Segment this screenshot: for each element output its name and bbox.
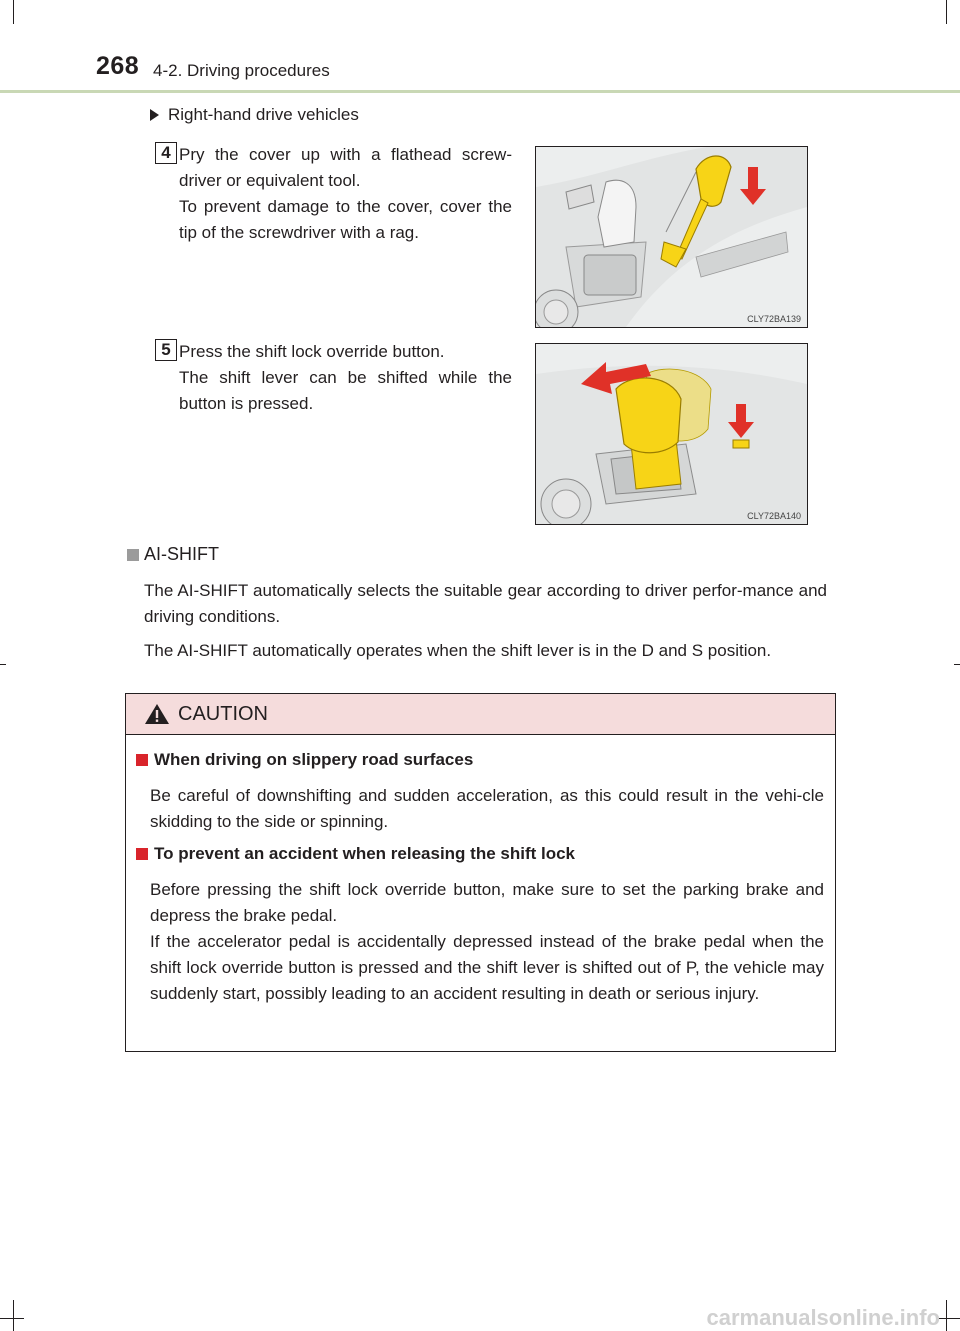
step-line: The shift lever can be shifted while the button is pressed. <box>179 368 512 413</box>
square-bullet-icon <box>136 754 148 766</box>
header-rule <box>0 90 960 93</box>
step-line: Press the shift lock override button. <box>179 342 445 361</box>
crop-mark <box>946 1300 947 1331</box>
watermark: carmanualsonline.info <box>706 1305 940 1330</box>
crop-mark <box>13 0 14 24</box>
crop-mark <box>946 0 947 24</box>
subheading-text: Right-hand drive vehicles <box>168 105 359 124</box>
square-bullet-icon <box>127 549 139 561</box>
section-heading-ai-shift <box>127 544 219 565</box>
triangle-bullet-icon <box>150 109 159 121</box>
image-code: CLY72BA140 <box>747 511 801 521</box>
subheading <box>150 105 359 125</box>
caution-label: CAUTION <box>178 702 268 725</box>
step-text <box>179 339 512 417</box>
caution-item-title: To prevent an accident when releasing the shift lock <box>136 844 575 864</box>
square-bullet-icon <box>136 848 148 860</box>
step-number: 4 <box>155 142 177 164</box>
section-title: 4-2. Driving procedures <box>153 61 330 80</box>
heading-text: AI-SHIFT <box>144 544 219 564</box>
caution-item-title: When driving on slippery road surfaces <box>136 750 473 770</box>
paragraph: The AI-SHIFT automatically selects the suitable gear according to driver perfor-mance and driving conditions. <box>144 581 827 626</box>
image-code: CLY72BA139 <box>747 314 801 324</box>
paragraph: The AI-SHIFT automatically operates when the shift lever is in the D and S position. <box>144 641 772 660</box>
caution-header <box>126 694 835 735</box>
crop-mark <box>954 664 960 665</box>
step-line: Pry the cover up with a flathead screw-driver or equivalent tool. <box>179 145 512 190</box>
step-number: 5 <box>155 339 177 361</box>
caution-paragraph: Before pressing the shift lock override button, make sure to set the parking brake and depress the brake pedal. If the accelerator pedal is accidentally depressed instead of the brake pedal when the shift lock override button is pressed and the shift lever is shifted out of P, the vehicle may suddenly start, possibly leading to an accident resulting in death or serious injury. <box>150 880 824 1003</box>
crop-mark <box>13 1300 14 1331</box>
page-number: 268 <box>96 52 140 80</box>
step-text <box>179 142 512 246</box>
caution-paragraph: Be careful of downshifting and sudden acceleration, as this could result in the vehi-cle skidding to the side or spinning. <box>150 786 824 831</box>
crop-mark <box>0 1318 24 1319</box>
step-line: To prevent damage to the cover, cover the tip of the screwdriver with a rag. <box>179 197 512 242</box>
crop-mark <box>0 664 6 665</box>
illustration-screwdriver <box>535 146 808 328</box>
warning-triangle-icon <box>144 703 170 725</box>
illustration-shift-lever <box>535 343 808 525</box>
caution-box <box>125 693 836 1052</box>
